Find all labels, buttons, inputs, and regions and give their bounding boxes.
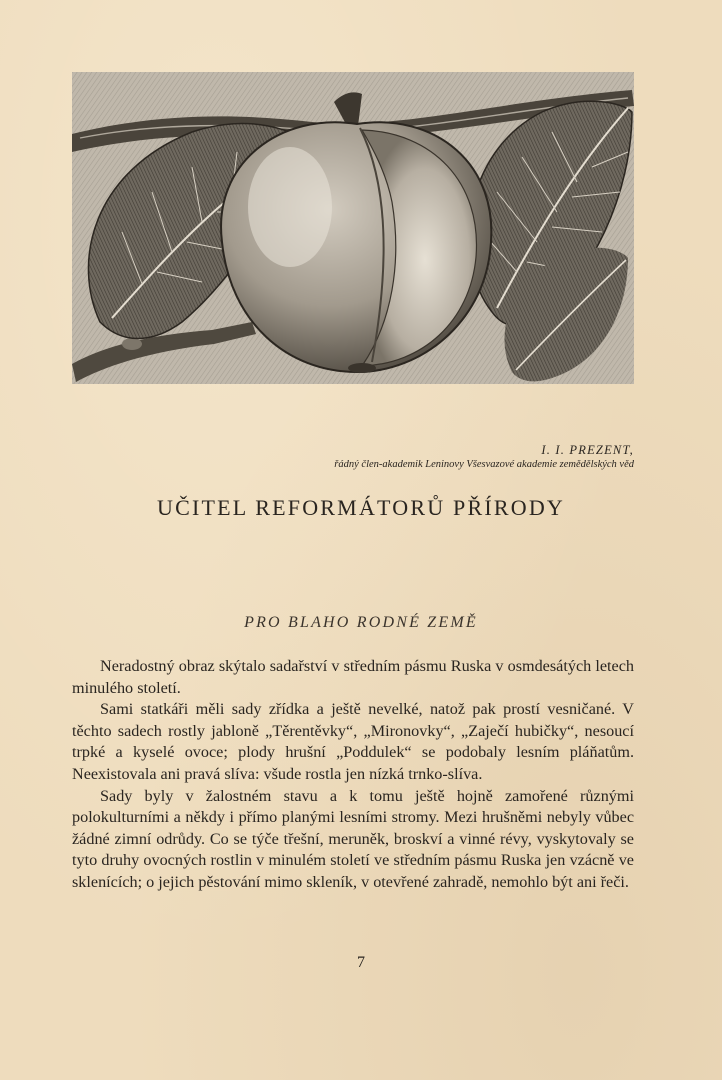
paragraph: Sami statkáři měli sady zřídka a ještě nevelké, natož pak prostí vesničané. V těchto sadech rostly jabloně „Těrentěvky“, „Mironovky“, „Zaječí hubičky“, nesoucí trpké a kyselé ovoce; plody hrušní „Poddulek“ se podobaly lesním pláňatům. Neexistovala ani pravá slíva: všude rostla jen nízká trnko-slíva. — [72, 700, 634, 783]
article-title: UČITEL REFORMÁTORŮ PŘÍRODY — [156, 495, 565, 520]
page-number: 7 — [357, 954, 365, 971]
section-heading: PRO BLAHO RODNÉ ZEMĚ — [244, 614, 478, 631]
body-text — [72, 656, 634, 894]
paragraph: Neradostný obraz skýtalo sadařství v středním pásmu Ruska v osmdesátých letech minulého století. — [72, 657, 634, 697]
paragraph: Sady byly v žalostném stavu a k tomu ještě hojně zamořené různými polokulturními a někdy i přímo planými lesními stromy. Mezi hrušněmi nebyly vůbec žádné zimní odrůdy. Co se týče třešní, meruněk, broskví a vinné révy, vyskytovaly se tyto druhy ovocných rostlin v minulém století ve středním pásmu Ruska jen vzácně ve sklenících; o jejich pěstování mimo skleník, v otevřené zahradě, nemohlo být ani řeči. — [72, 786, 634, 891]
author-name: I. I. PREZENT, — [541, 443, 634, 457]
apple-illustration — [72, 72, 634, 384]
author-role: řádný člen-akademik Leninovy Všesvazové akademie zemědělských věd — [334, 459, 634, 470]
